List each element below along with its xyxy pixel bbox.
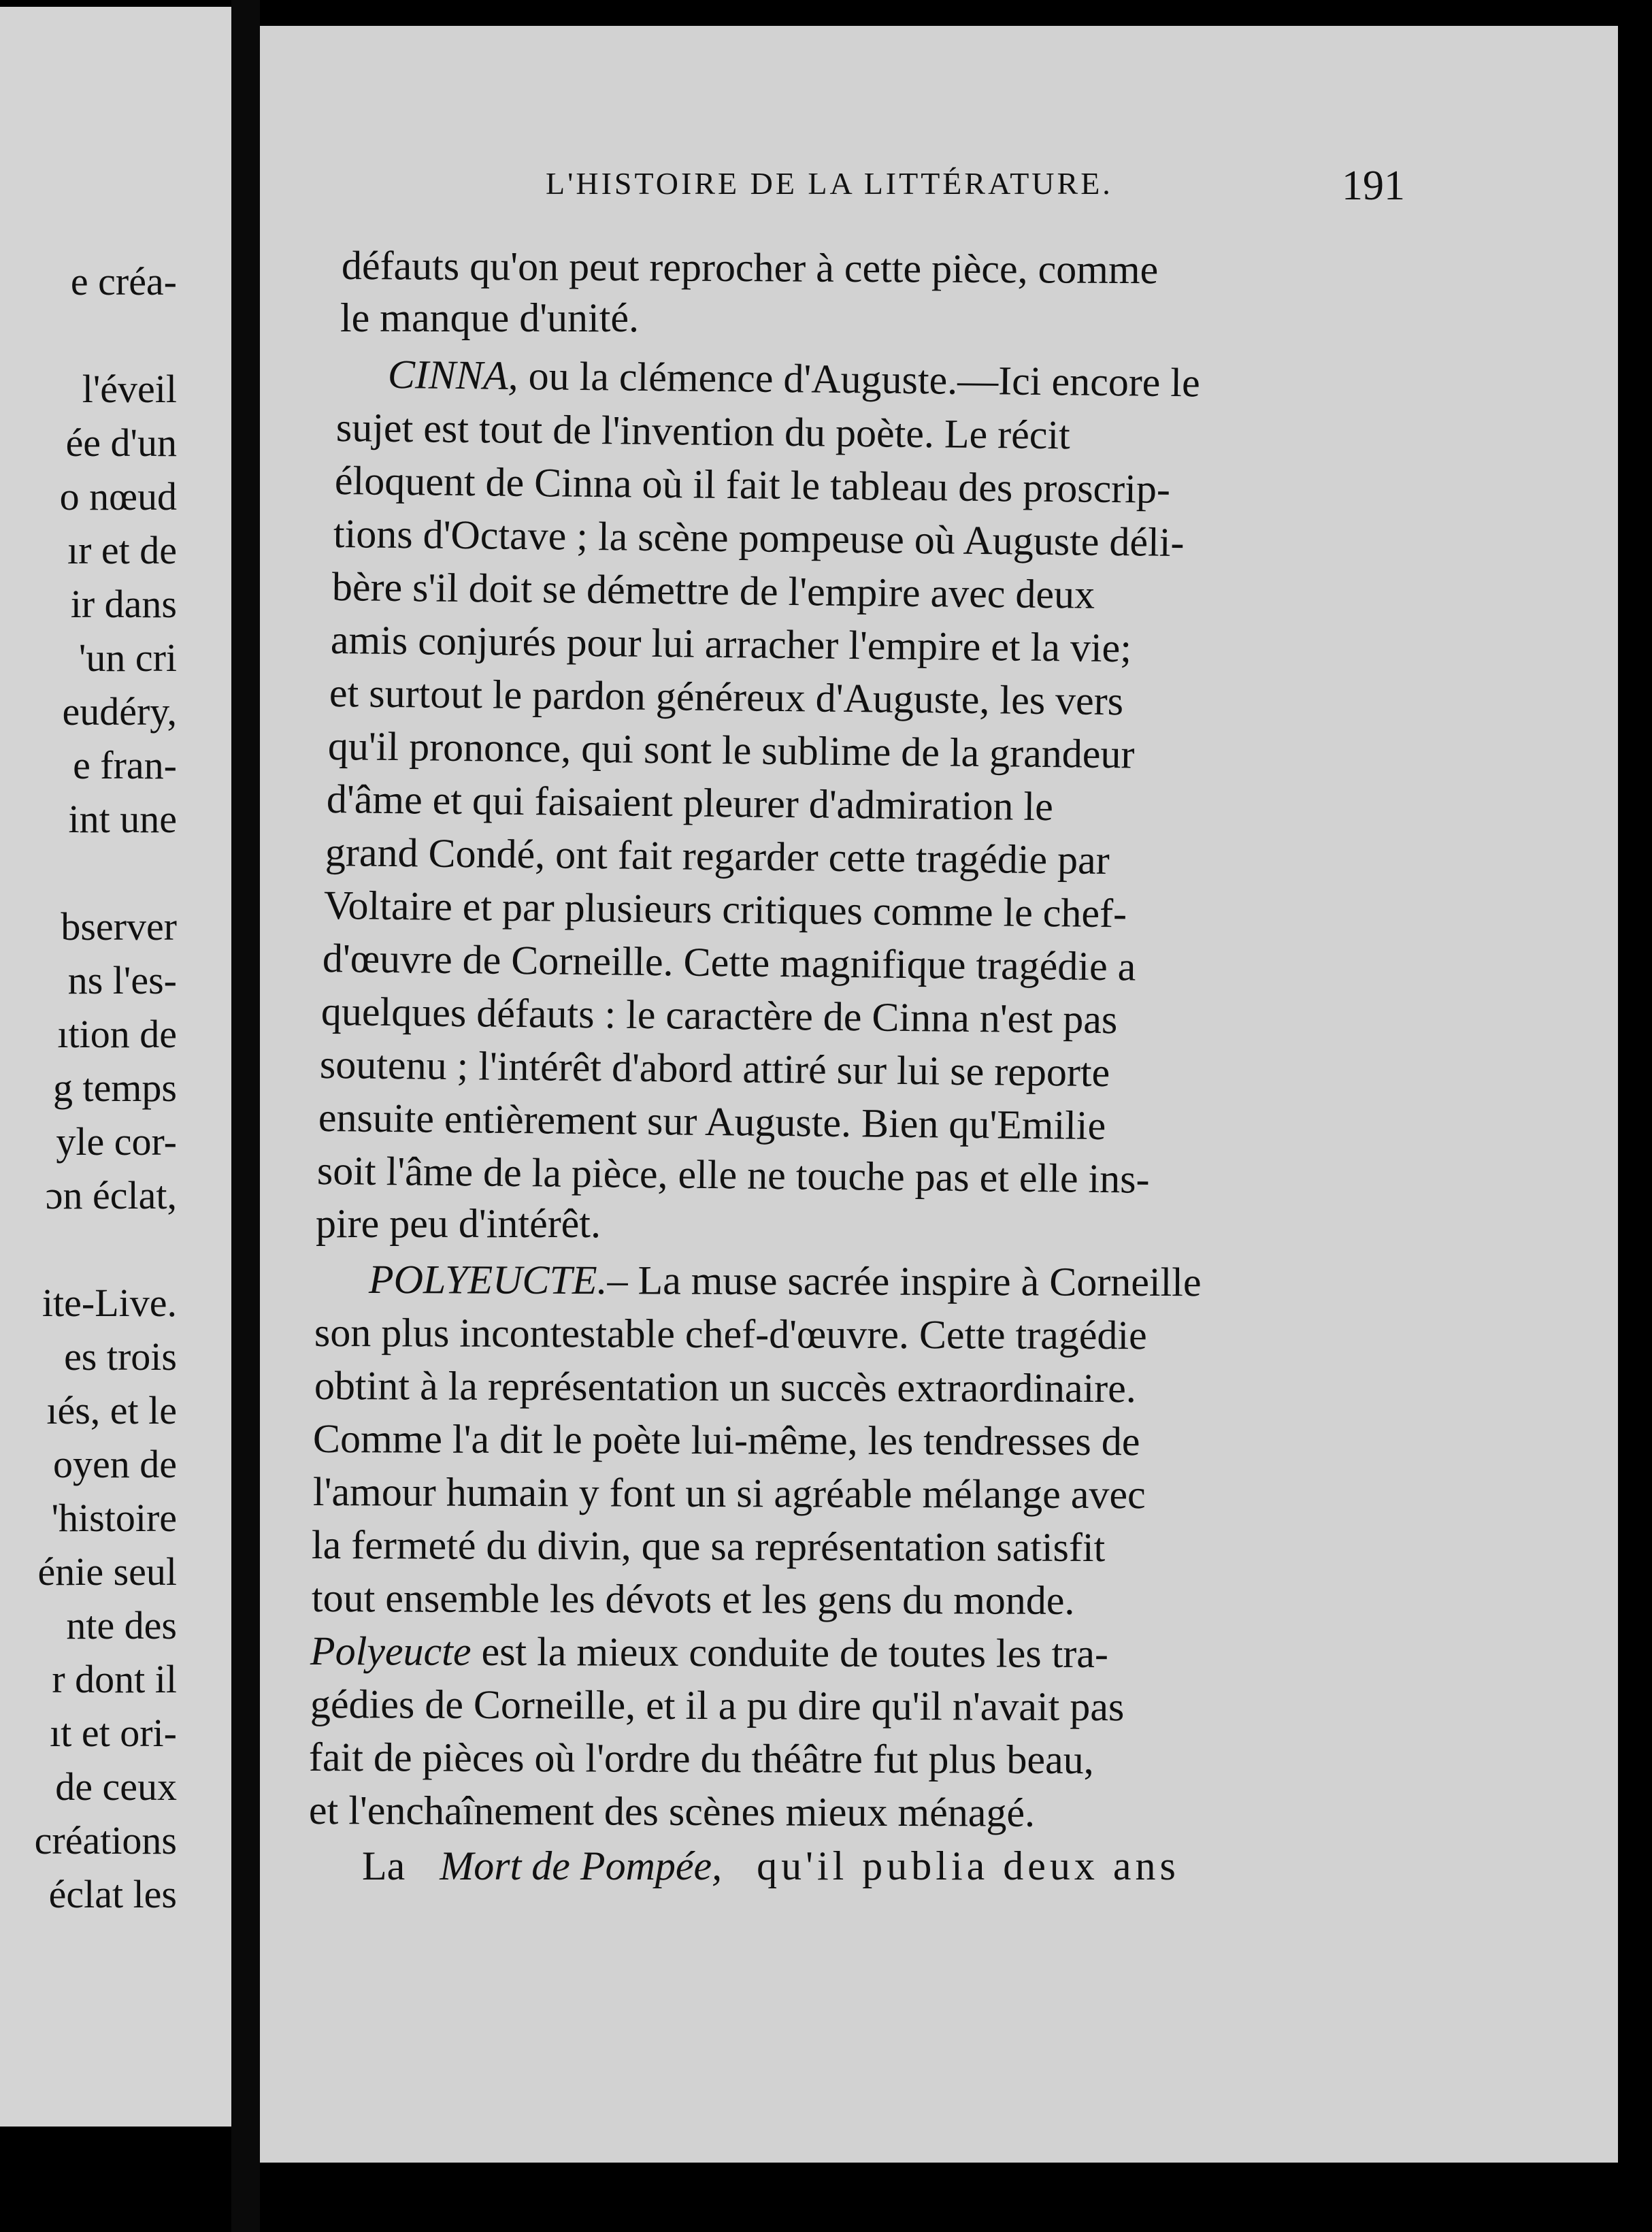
text-line-content: la fermeté du divin, que sa représentation satisfit (311, 1522, 1106, 1571)
left-page-line: nte des (66, 1603, 177, 1647)
text-line-content: sujet est tout de l'invention du poète. Le récit (335, 405, 1071, 458)
book-gutter (231, 0, 260, 2232)
text-line (333, 510, 1185, 566)
left-page-line: int une (68, 797, 177, 841)
text-line (362, 1843, 1180, 1890)
text-line (325, 829, 1110, 884)
text-line (320, 1041, 1110, 1096)
left-page-line: oyen de (53, 1442, 177, 1486)
text-line-content: est la mieux conduite de toutes les tra- (481, 1628, 1109, 1677)
left-page-line: yle cor- (56, 1119, 177, 1164)
left-page-line: ée d'un (65, 421, 177, 465)
text-line (369, 1256, 1202, 1306)
text-line (388, 351, 1200, 406)
text-line (336, 404, 1071, 459)
book-page (260, 26, 1618, 2163)
text-line (314, 1309, 1147, 1359)
left-page-line: 'un cri (78, 636, 177, 680)
left-page-line: ɔn éclat, (45, 1173, 177, 1217)
text-line (329, 670, 1124, 725)
text-line (340, 295, 639, 342)
text-line (323, 935, 1136, 991)
text-line-content: l'amour humain y font un si agréable mélange avec (312, 1469, 1146, 1517)
text-line-content: son plus incontestable chef-d'œuvre. Cette tragédie (314, 1310, 1147, 1358)
left-page-line: ıt et ori- (50, 1711, 177, 1755)
text-line (313, 1468, 1146, 1518)
text-line-content: tout ensemble les dévots et les gens du monde. (311, 1575, 1075, 1623)
text-line (332, 563, 1095, 619)
play-title-polyeucte: POLYEUCTE.– (368, 1257, 628, 1303)
play-title-polyeucte-inline: Polyeucte (310, 1628, 472, 1674)
text-line-content: soutenu ; l'intérêt d'abord attiré sur lui se reporte (319, 1042, 1110, 1096)
text-line-content: fait de pièces où l'ordre du théâtre fut plus beau, (308, 1735, 1094, 1783)
text-line-content: ou la clémence d'Auguste.—Ici encore le (528, 353, 1201, 406)
left-page-line: ır et de (67, 528, 177, 572)
text-line-content: qu'il publia deux ans (757, 1843, 1180, 1888)
left-page-line: eudéry, (62, 689, 177, 734)
left-page-line: o nœud (59, 474, 177, 519)
left-page-line: ir dans (70, 582, 177, 626)
running-head: L'HISTOIRE DE LA LITTÉRATURE. (546, 166, 1113, 201)
left-page-line: es trois (64, 1334, 177, 1379)
text-line-content: qu'il prononce, qui sont le sublime de la grandeur (327, 723, 1135, 777)
text-line (327, 776, 1054, 830)
text-line (310, 1628, 1108, 1677)
left-page-line: 'histoire (51, 1496, 177, 1540)
text-line (324, 882, 1127, 937)
left-page-line: énie seul (37, 1549, 177, 1594)
left-page-line: ns l'es- (67, 958, 177, 1002)
left-page-line: de ceux (55, 1765, 177, 1809)
text-line-content: gédies de Corneille, et il a pu dire qu'il n'avait pas (310, 1681, 1125, 1730)
text-line (328, 723, 1135, 778)
left-page-line: e créa- (70, 259, 177, 303)
text-line (316, 1200, 601, 1247)
text-line-content: défauts qu'on peut reprocher à cette pièce, comme (341, 243, 1159, 293)
text-line-content: La (362, 1843, 406, 1888)
text-line-content: soit l'âme de la pièce, elle ne touche pas et elle ins- (316, 1148, 1150, 1202)
text-line-content: Comme l'a dit le poète lui-même, les tendresses de (312, 1416, 1140, 1464)
text-line (331, 617, 1132, 672)
previous-page-strip (0, 7, 231, 2127)
text-line-content: quelques défauts : le caractère de Cinna n'est pas (320, 989, 1118, 1043)
text-line (310, 1681, 1125, 1730)
text-line (318, 1094, 1106, 1149)
text-line-content: et l'enchaînement des scènes mieux ménagé. (308, 1788, 1036, 1835)
text-line (335, 457, 1171, 513)
text-line-content: La muse sacrée inspire à Corneille (638, 1258, 1202, 1305)
text-line (321, 988, 1118, 1043)
text-line-content: grand Condé, ont fait regarder cette tragédie par (325, 830, 1110, 883)
text-line-content: ensuite entièrement sur Auguste. Bien qu'Emilie (318, 1095, 1106, 1149)
left-page-line: g temps (52, 1066, 177, 1110)
play-title-mort-de-pompee: Mort de Pompée, (440, 1843, 723, 1888)
page-number: 191 (1342, 163, 1405, 209)
play-title-cinna: CINNA, (387, 352, 519, 399)
left-page-line: éclat les (48, 1872, 177, 1916)
text-line (312, 1575, 1075, 1624)
text-line-content: et surtout le pardon généreux d'Auguste, les vers (329, 670, 1124, 724)
text-line (342, 242, 1159, 293)
left-page-line: créations (34, 1818, 177, 1862)
text-line-content: Voltaire et par plusieurs critiques comme le chef- (323, 883, 1127, 936)
text-line (309, 1787, 1035, 1837)
left-page-line: bserver (61, 904, 177, 949)
left-page-line: e fran- (73, 743, 177, 787)
text-line (313, 1415, 1140, 1465)
text-line (312, 1522, 1106, 1571)
text-line (317, 1147, 1150, 1203)
text-line (309, 1734, 1094, 1784)
text-line-content: bère s'il doit se démettre de l'empire avec deux (331, 564, 1095, 617)
text-line-content: le manque d'unité. (340, 295, 640, 340)
text-line-content: obtint à la représentation un succès extraordinaire. (314, 1363, 1136, 1411)
text-line-content: d'œuvre de Corneille. Cette magnifique tragédie a (322, 936, 1136, 989)
left-page-line: ite-Live. (42, 1281, 177, 1325)
text-line-content: amis conjurés pour lui arracher l'empire et la vie; (330, 617, 1132, 671)
left-page-line: r dont il (52, 1657, 177, 1701)
left-page-line: ıés, et le (46, 1388, 177, 1432)
left-page-line: l'éveil (82, 367, 177, 411)
text-line-content: éloquent de Cinna où il fait le tableau des proscrip- (334, 458, 1171, 512)
text-line-content: tions d'Octave ; la scène pompeuse où Auguste déli- (333, 511, 1185, 565)
text-line-content: d'âme et qui faisaient pleurer d'admiration le (326, 776, 1054, 830)
left-page-line: ıtion de (57, 1012, 177, 1056)
text-line (314, 1362, 1136, 1412)
text-line-content: pire peu d'intérêt. (316, 1201, 601, 1246)
